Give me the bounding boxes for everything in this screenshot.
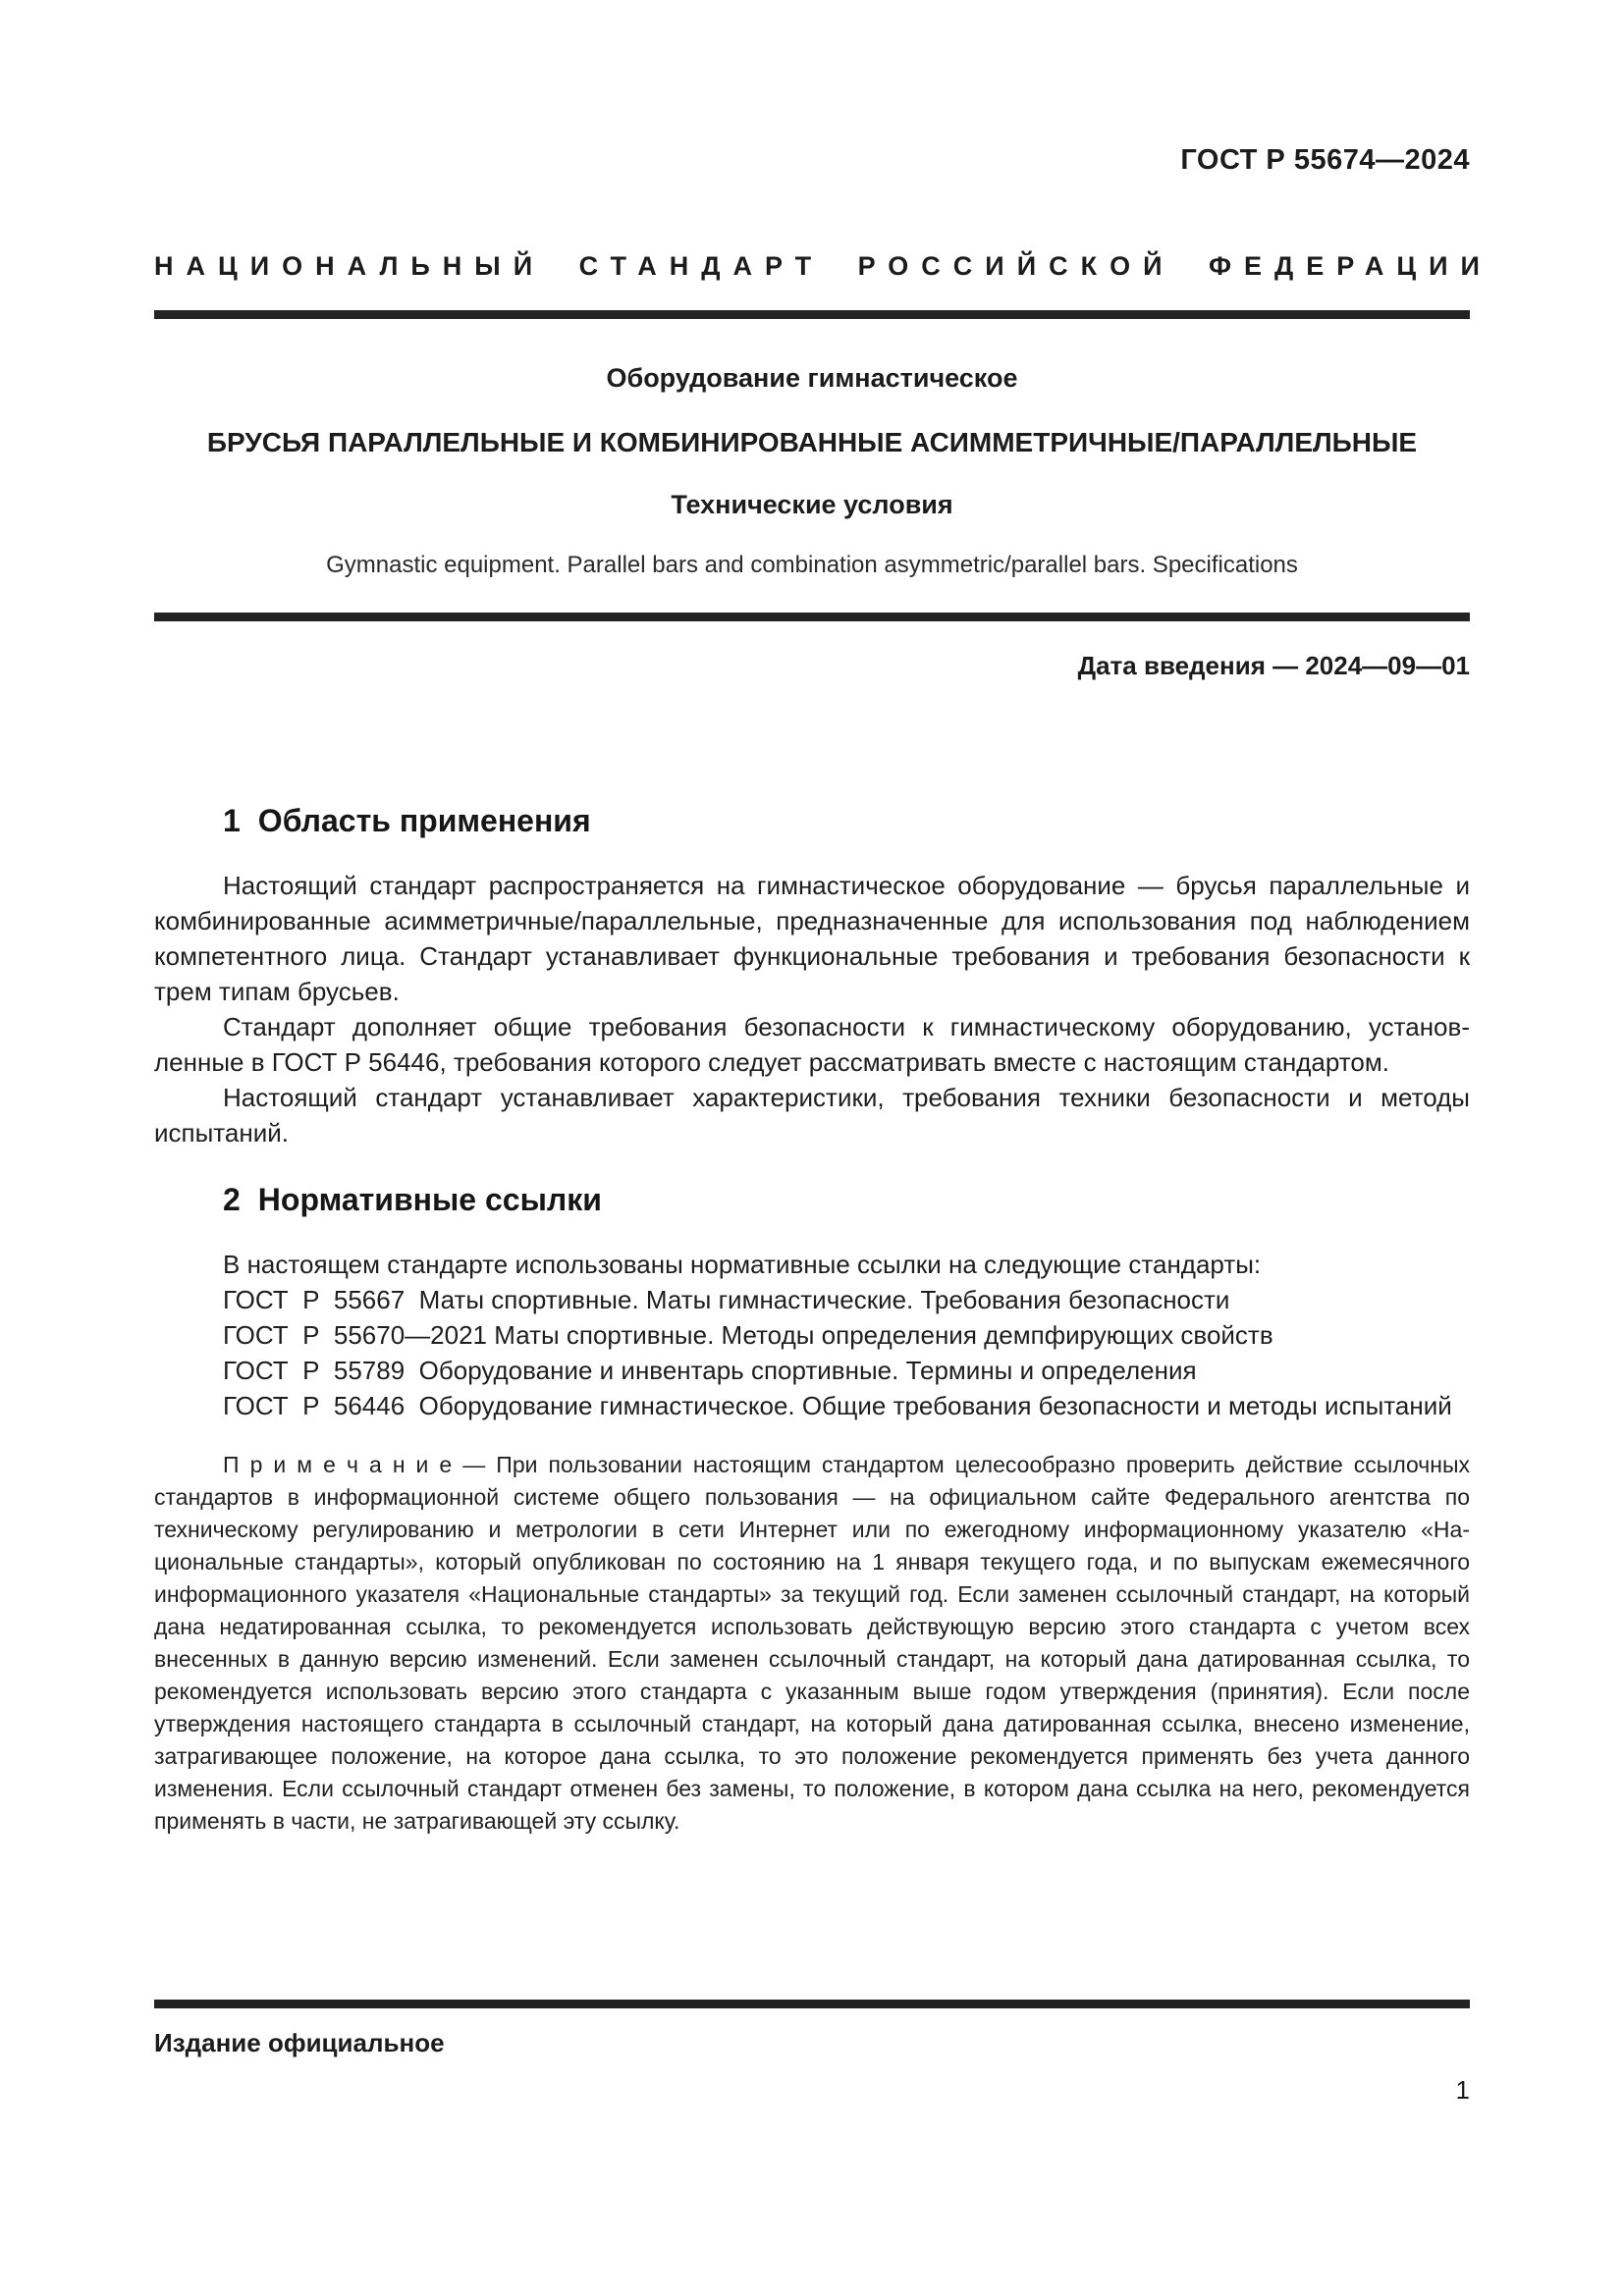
effective-date: Дата введения — 2024—09—01 (1077, 651, 1470, 680)
header-rule (154, 310, 1470, 319)
section-1-paragraph: Настоящий стандарт устанавливает характеристики, требования техники безопасности и методы испытаний. (154, 1083, 1470, 1148)
national-standard-banner: НАЦИОНАЛЬНЫЙ СТАНДАРТ РОССИЙСКОЙ ФЕДЕРАЦИИ (154, 251, 1492, 281)
section-2-heading (154, 1180, 1470, 1219)
section-1-paragraph: Настоящий стандарт распространяется на гимнастическое оборудование — брусья параллельные и комбинированные асимметричные/параллельные, предназначенные для использования под наблюдением компетентного лица. Стандарт устанавливает функциональные требования и требования безопасности к трем типам брусьев. (154, 871, 1470, 1006)
footer-rule (154, 2000, 1470, 2008)
title-english: Gymnastic equipment. Parallel bars and combination asymmetric/parallel bars. Specifications (326, 552, 1298, 578)
reference-item: ГОСТ Р 55667 Маты спортивные. Маты гимнастические. Требования безопасности (223, 1285, 1230, 1314)
doc-code: ГОСТ Р 55674—2024 (1180, 144, 1470, 176)
section-1-paragraph: Стандарт дополняет общие требования безопасности к гимнастическому оборудованию, установленные в ГОСТ Р 56446, требования которого следует рассматривать вместе с настоящим стандартом. (154, 1012, 1470, 1077)
reference-item: ГОСТ Р 55670—2021 Маты спортивные. Методы определения демпфирующих свойств (223, 1320, 1273, 1350)
section-1-title: Область применения (257, 803, 591, 838)
section-2-number: 2 (223, 1182, 241, 1217)
section-1-heading (154, 801, 1470, 840)
edition-label: Издание официальное (154, 2028, 445, 2057)
title-subject: Оборудование гимнастическое (606, 363, 1018, 393)
title-rule (154, 613, 1470, 621)
references-intro: В настоящем стандарте использованы нормативные ссылки на следующие стандарты: (223, 1250, 1262, 1279)
title-kind: Технические условия (671, 490, 953, 519)
section-1-number: 1 (223, 803, 241, 838)
section-2-title: Нормативные ссылки (257, 1182, 602, 1217)
page-number: 1 (1455, 2075, 1470, 2105)
reference-item: ГОСТ Р 56446 Оборудование гимнастическое. Общие требования безопасности и методы испытаний (223, 1391, 1452, 1420)
reference-item: ГОСТ Р 55789 Оборудование и инвентарь спортивные. Термины и определения (223, 1356, 1197, 1385)
normative-note: П р и м е ч а н и е — При пользовании настоящим стандартом целесообразно проверить действие ссылочных стандартов в информационной системе общего пользования — на официальном сайте Федерального агентства по техническому регулированию и метрологии в сети Интернет или по ежегодному информационному указателю «Национальные стандарты», который опубликован по состоянию на 1 января текущего года, и по выпускам ежемесячного информационного указателя «Национальные стандарты» за текущий год. Если заменен ссылочный стандарт, на который дана недатированная ссылка, то рекомендуется использовать действующую версию этого стандарта с учетом всех внесенных в данную версию изменений. Если заменен ссылочный стандарт, на который дана датированная ссылка, то рекомендуется использовать версию этого стандарта с указанным выше годом утверждения (принятия). Если после утверждения настоящего стандарта в ссылочный стандарт, на который дана датированная ссылка, внесено изменение, затрагивающее положение, на которое дана ссылка, то это положение рекомендуется применять без учета данного изменения. Если ссылочный стандарт отменен без замены, то положение, в котором дана ссылка на него, рекомендуется применять в части, не затрагивающей эту ссылку. (154, 1452, 1470, 1834)
page-footer (154, 2000, 1470, 2106)
title-main: БРУСЬЯ ПАРАЛЛЕЛЬНЫЕ И КОМБИНИРОВАННЫЕ АСИММЕТРИЧНЫЕ/ПАРАЛЛЕЛЬНЫЕ (206, 427, 1418, 457)
